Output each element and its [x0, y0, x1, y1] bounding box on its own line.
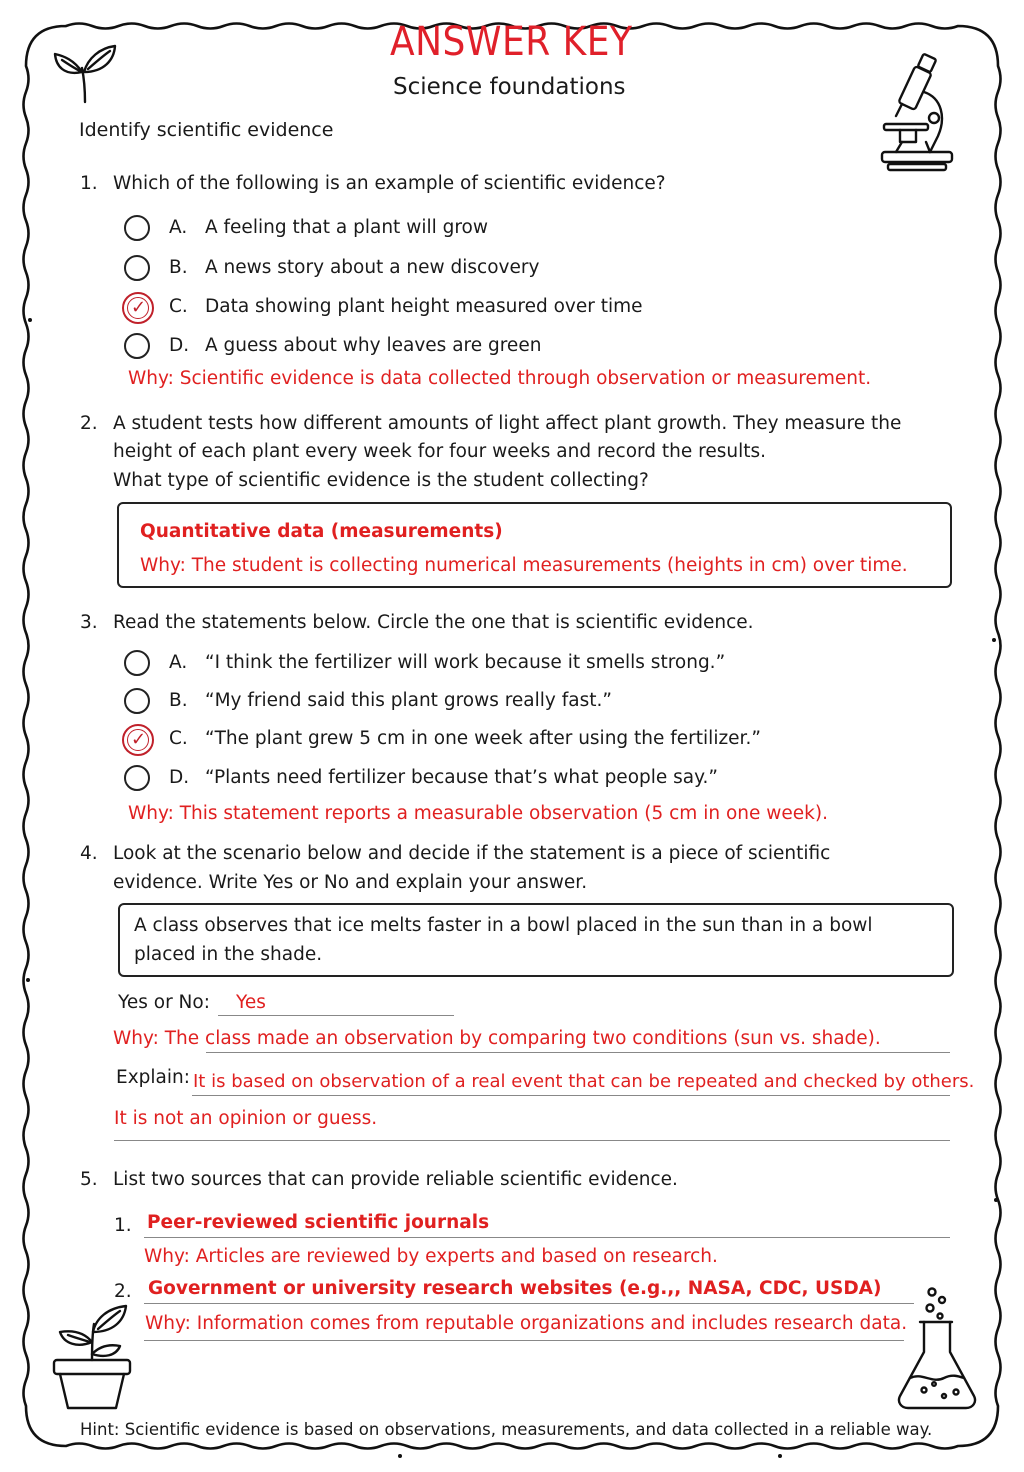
q2-line-1: A student tests how different amounts of light affect plant growth. They measure the [113, 413, 902, 434]
q3-option-d-radio[interactable] [124, 765, 150, 791]
q1-option-a-text: A feeling that a plant will grow [205, 217, 489, 238]
flask-icon [892, 1286, 982, 1414]
q2-line-3: What type of scientific evidence is the student collecting? [113, 470, 649, 491]
q1-text: Which of the following is an example of scientific evidence? [113, 173, 666, 194]
q3-option-a-text: “I think the fertilizer will work because it smells strong.” [205, 652, 726, 673]
leaves-icon [52, 42, 118, 104]
q4-explain-line-2[interactable] [114, 1140, 950, 1141]
q1-number: 1. [80, 173, 98, 194]
q3-option-b-text: “My friend said this plant grows really fast.” [205, 690, 612, 711]
q4-number: 4. [80, 843, 98, 864]
q3-option-c-radio[interactable] [122, 724, 154, 756]
q5-item-1-number: 1. [114, 1215, 132, 1236]
q4-yes-no-label: Yes or No: [118, 992, 210, 1013]
q4-line-1: Look at the scenario below and decide if the statement is a piece of scientific [113, 843, 831, 864]
q4-scenario-line-2: placed in the shade. [134, 944, 323, 965]
q1-option-c-letter: C. [169, 296, 188, 317]
q5-item-2-line[interactable] [144, 1303, 914, 1304]
q5-number: 5. [80, 1169, 98, 1190]
q1-option-c-radio[interactable] [122, 292, 154, 324]
q4-yes-no-answer: Yes [236, 992, 266, 1013]
q3-text: Read the statements below. Circle the one that is scientific evidence. [113, 612, 754, 633]
q1-option-a-letter: A. [169, 217, 188, 238]
q3-option-c-letter: C. [169, 728, 188, 749]
q1-option-a-radio[interactable] [124, 215, 150, 241]
q4-why: Why: The class made an observation by comparing two conditions (sun vs. shade). [113, 1028, 881, 1049]
q3-option-a-radio[interactable] [124, 650, 150, 676]
hint-text: Hint: Scientific evidence is based on observations, measurements, and data collected in a reliable way. [80, 1420, 933, 1439]
q3-option-b-radio[interactable] [124, 688, 150, 714]
q5-item-2-answer: Government or university research websites (e.g.,, NASA, CDC, USDA) [148, 1278, 882, 1299]
q3-option-c-text: “The plant grew 5 cm in one week after using the fertilizer.” [205, 728, 761, 749]
q3-option-a-letter: A. [169, 652, 188, 673]
q4-explain-2: It is not an opinion or guess. [114, 1108, 378, 1129]
q1-option-d-text: A guess about why leaves are green [205, 335, 542, 356]
q3-option-b-letter: B. [169, 690, 188, 711]
checkmark-icon: ✓ [131, 297, 147, 318]
q2-line-2: height of each plant every week for four weeks and record the results. [113, 441, 767, 462]
q1-option-b-letter: B. [169, 257, 188, 278]
section-title: Identify scientific evidence [79, 119, 334, 141]
q3-number: 3. [80, 612, 98, 633]
q2-why: Why: The student is collecting numerical measurements (heights in cm) over time. [140, 555, 908, 576]
q4-yes-no-line[interactable] [218, 1015, 454, 1016]
page-title: ANSWER KEY [390, 19, 633, 65]
q5-item-2-why: Why: Information comes from reputable organizations and includes research data. [145, 1313, 908, 1334]
q1-why: Why: Scientific evidence is data collected through observation or measurement. [128, 368, 872, 389]
q4-why-line [206, 1052, 950, 1053]
q3-option-d-letter: D. [169, 767, 190, 788]
microscope-icon [876, 52, 958, 176]
q4-explain-line-1[interactable] [192, 1095, 950, 1096]
q1-option-d-radio[interactable] [124, 333, 150, 359]
q1-option-b-radio[interactable] [124, 255, 150, 281]
q1-option-d-letter: D. [169, 335, 190, 356]
q2-number: 2. [80, 413, 98, 434]
q1-option-b-text: A news story about a new discovery [205, 257, 540, 278]
plant-pot-icon [50, 1302, 134, 1412]
q5-item-1-answer: Peer-reviewed scientific journals [147, 1212, 490, 1233]
q4-scenario-line-1: A class observes that ice melts faster in a bowl placed in the sun than in a bowl [134, 915, 873, 936]
q3-why: Why: This statement reports a measurable observation (5 cm in one week). [128, 803, 828, 824]
q2-answer: Quantitative data (measurements) [140, 521, 503, 542]
q1-option-c-text: Data showing plant height measured over time [205, 296, 643, 317]
q5-item-1-line[interactable] [144, 1237, 950, 1238]
q5-text: List two sources that can provide reliable scientific evidence. [113, 1169, 678, 1190]
checkmark-icon: ✓ [131, 729, 147, 750]
q4-explain-1: It is based on observation of a real event that can be repeated and checked by others. [193, 1071, 975, 1092]
q3-option-d-text: “Plants need fertilizer because that’s what people say.” [205, 767, 718, 788]
q5-item-2-why-line [144, 1340, 904, 1341]
q5-item-1-why: Why: Articles are reviewed by experts and based on research. [144, 1246, 718, 1267]
q5-item-2-number: 2. [114, 1281, 132, 1302]
q4-line-2: evidence. Write Yes or No and explain your answer. [113, 872, 588, 893]
page-subtitle: Science foundations [393, 74, 626, 100]
q4-explain-label: Explain: [116, 1067, 190, 1088]
